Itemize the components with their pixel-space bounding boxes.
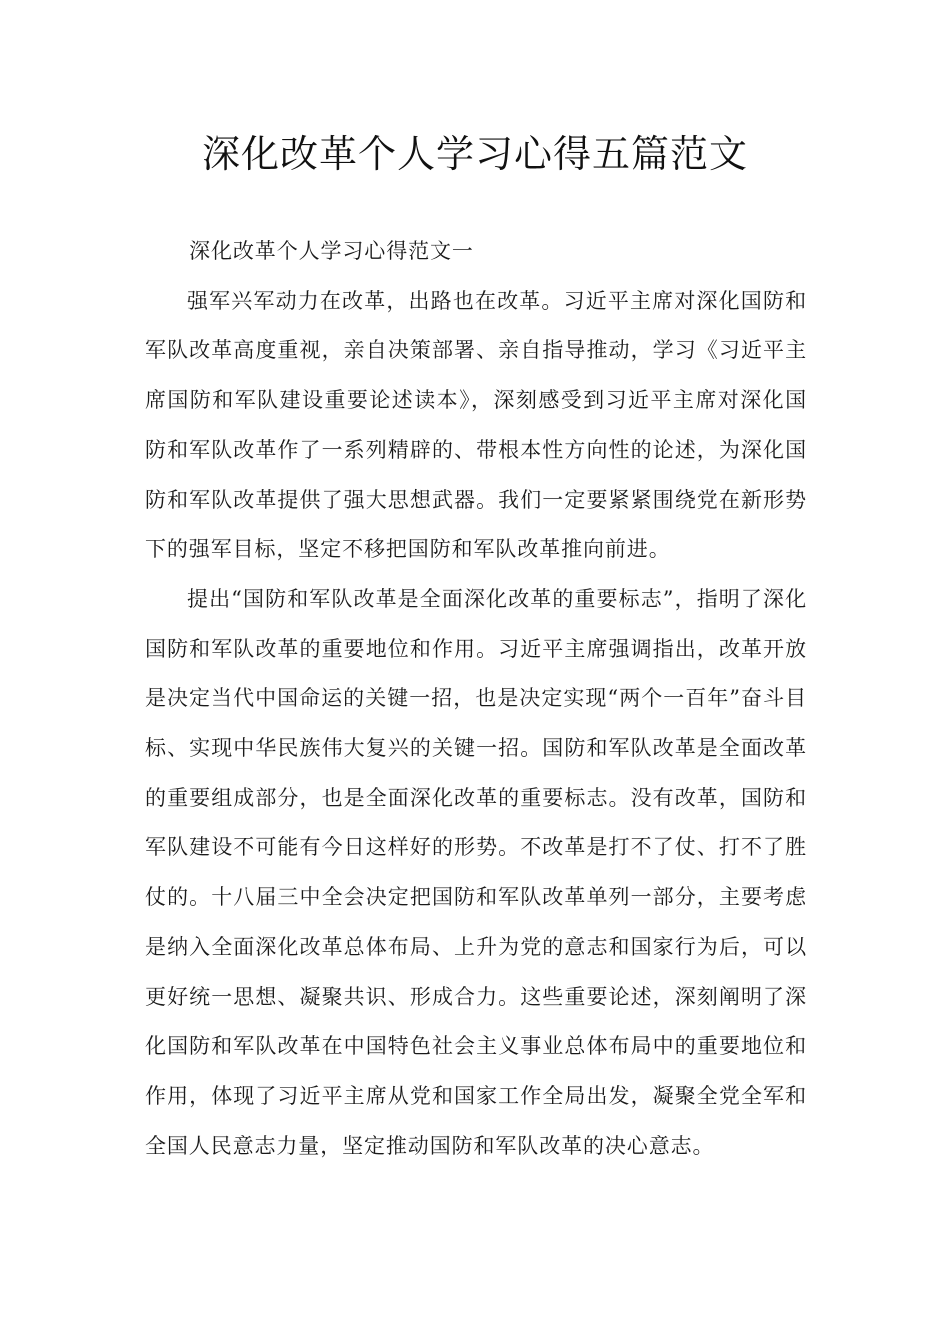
body-paragraph-2: 提出“国防和军队改革是全面深化改革的重要标志”，指明了深化国防和军队改革的重要地位和作用。习近平主席强调指出，改革开放是决定当代中国命运的关键一招，也是决定实现“两个一百年”奋斗目标、实现中华民族伟大复兴的关键一招。国防和军队改革是全面改革的重要组成部分，也是全面深化改革的重要标志。没有改革，国防和军队建设不可能有今日这样好的形势。不改革是打不了仗、打不了胜仗的。十八届三中全会决定把国防和军队改革单列一部分，主要考虑是纳入全面深化改革总体布局、上升为党的意志和国家行为后，可以更好统一思想、凝聚共识、形成合力。这些重要论述，深刻阐明了深化国防和军队改革在中国特色社会主义事业总体布局中的重要地位和作用，体现了习近平主席从党和国家工作全局出发，凝聚全党全军和全国人民意志力量，坚定推动国防和军队改革的决心意志。 <box>145 586 807 1158</box>
section-subtitle: 深化改革个人学习心得范文一 <box>189 239 474 263</box>
document-title: 深化改革个人学习心得五篇范文 <box>201 132 748 176</box>
document-body <box>145 227 807 1171</box>
body-paragraph-1: 强军兴军动力在改革，出路也在改革。习近平主席对深化国防和军队改革高度重视，亲自决策部署、亲自指导推动，学习《习近平主席国防和军队建设重要论述读本》，深刻感受到习近平主席对深化国防和军队改革作了一系列精辟的、带根本性方向性的论述，为深化国防和军队改革提供了强大思想武器。我们一定要紧紧围绕党在新形势下的强军目标，坚定不移把国防和军队改革推向前进。 <box>145 288 807 562</box>
